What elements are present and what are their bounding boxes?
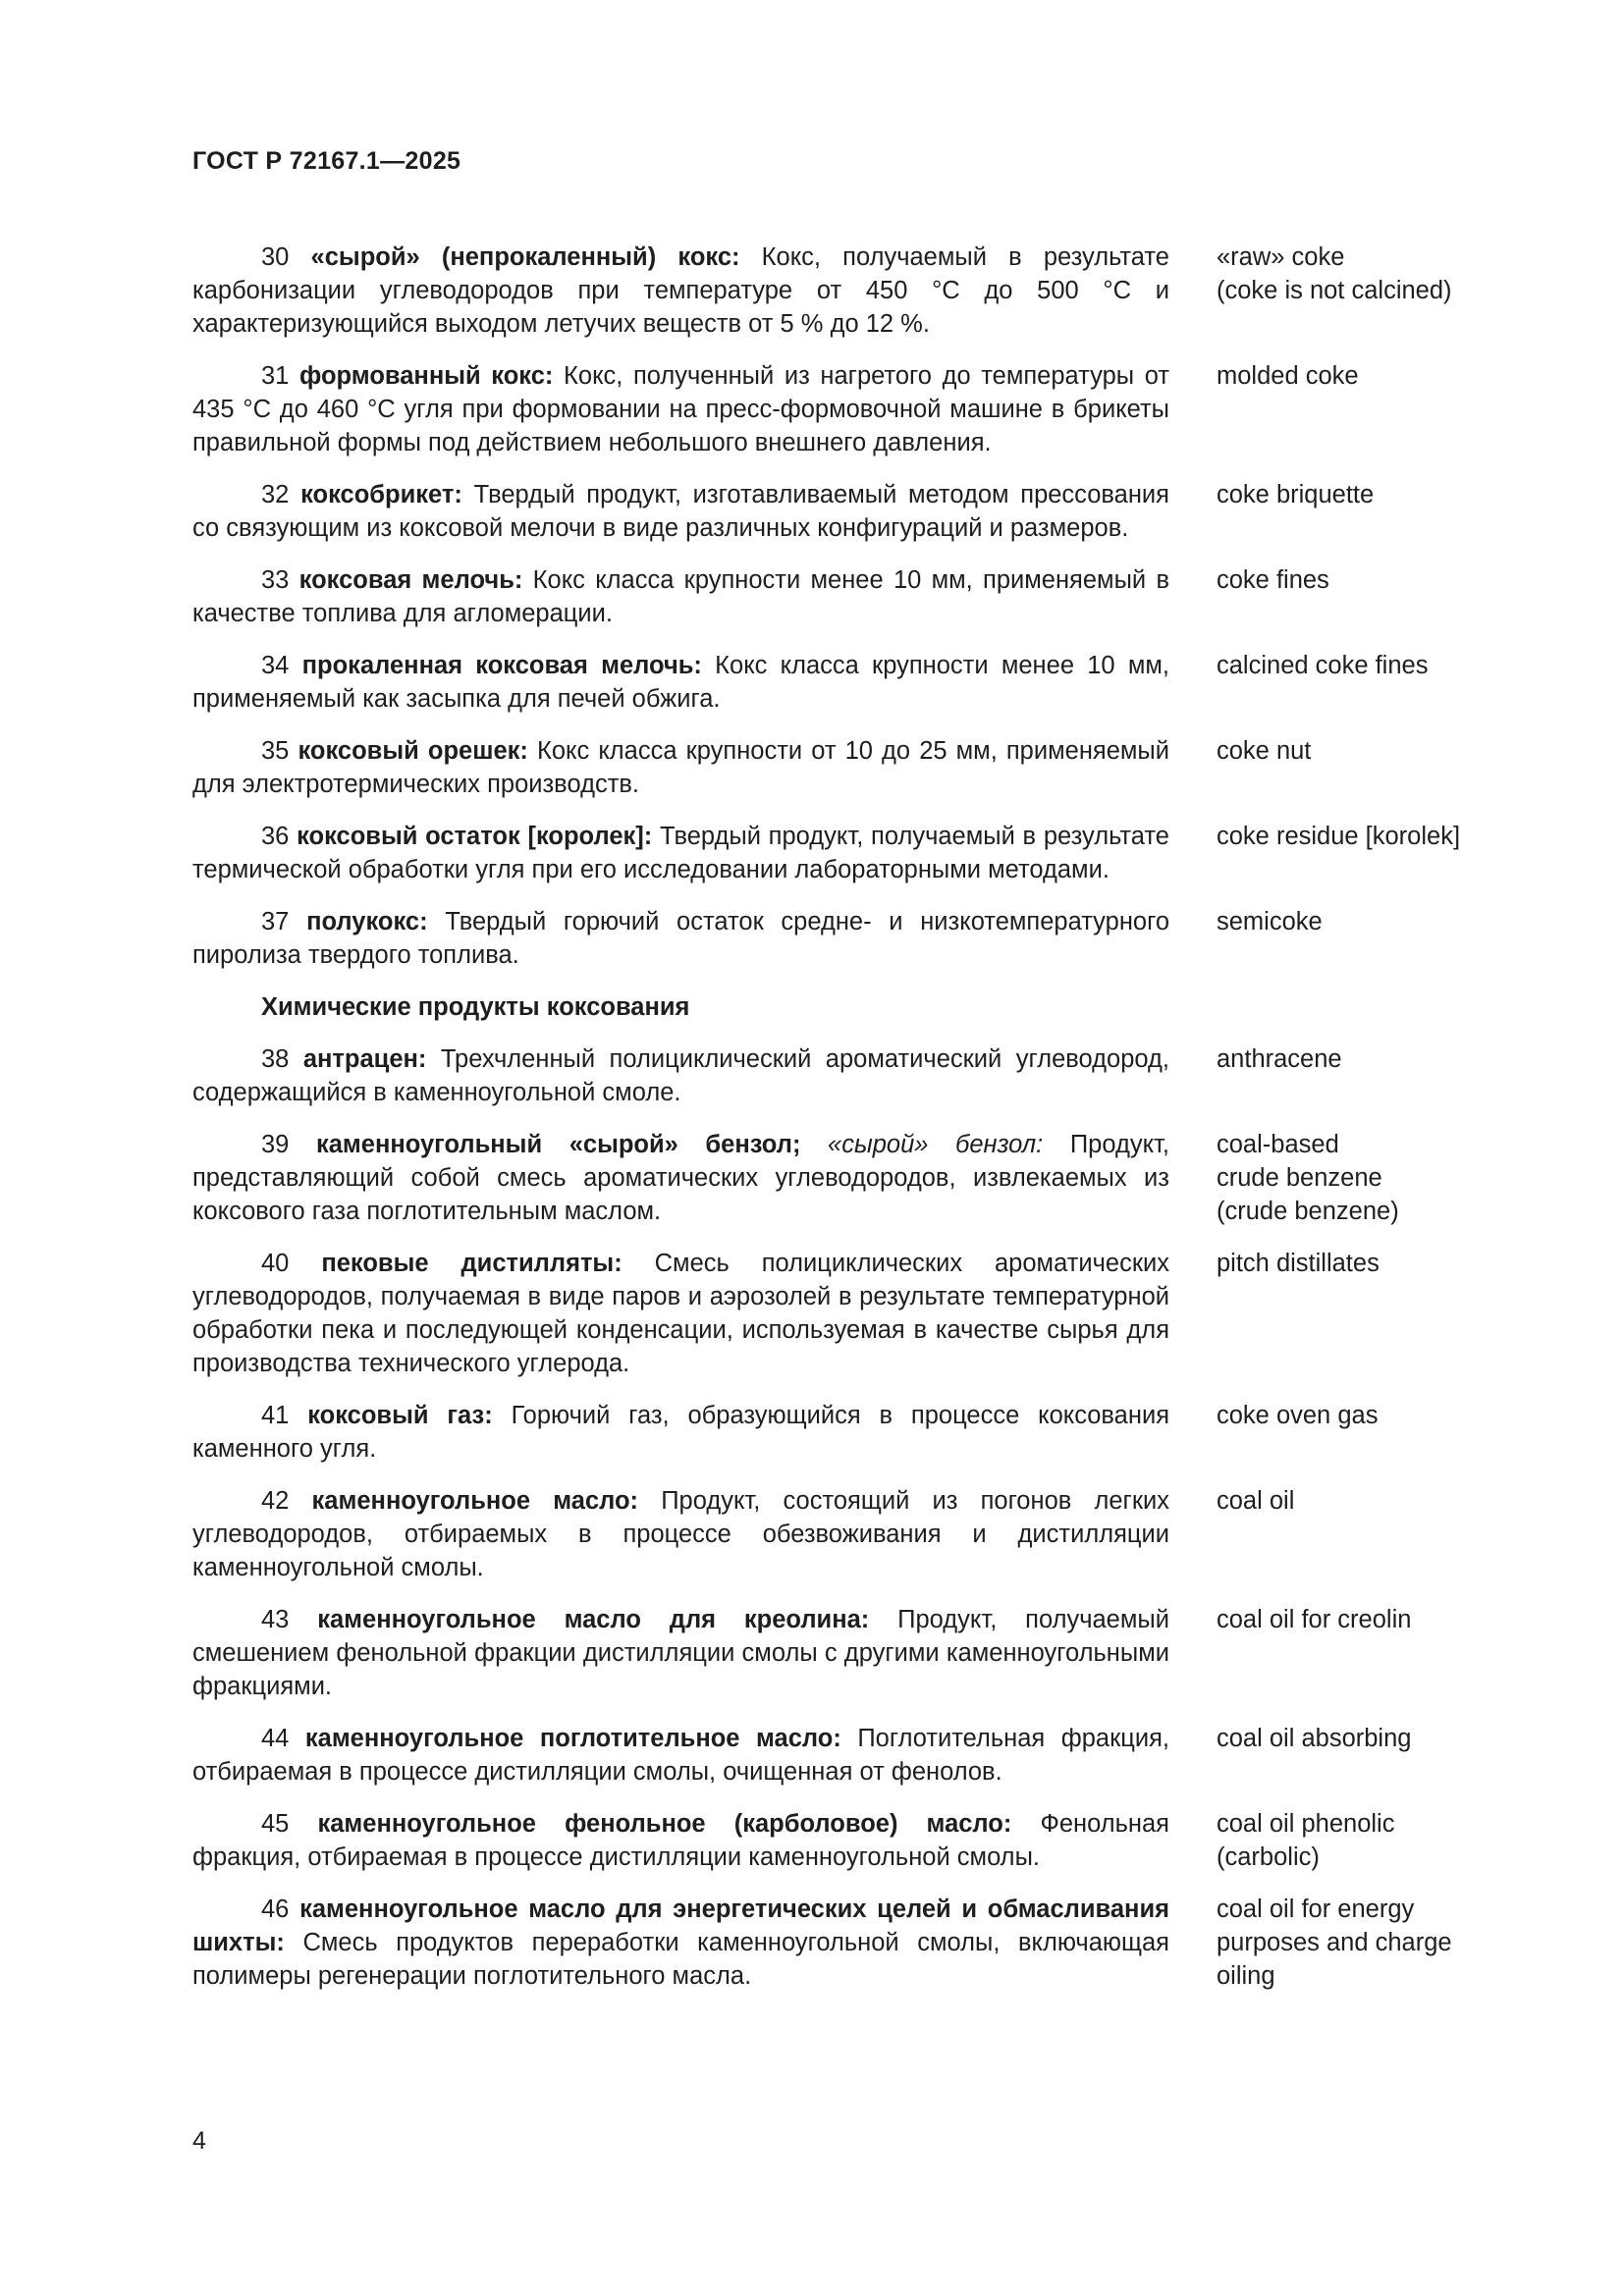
term-ru	[192, 1807, 1169, 1874]
term-number: 32	[261, 481, 290, 508]
term-name: прокаленная коксовая мелочь:	[301, 652, 702, 679]
term-en-line: (crude benzene)	[1217, 1198, 1399, 1225]
term-ru	[192, 1893, 1169, 1993]
term-ru	[192, 563, 1169, 630]
term-en	[1217, 734, 1508, 768]
term-entry	[192, 649, 1508, 716]
term-entry	[192, 1042, 1508, 1109]
term-en-line: semicoke	[1217, 908, 1323, 935]
term-number: 33	[261, 566, 290, 594]
term-ru	[192, 1722, 1169, 1789]
term-entry	[192, 734, 1508, 801]
terms-content	[192, 240, 1508, 2011]
term-en	[1217, 1128, 1508, 1228]
term-definition: Твердый горючий остаток средне- и низкотемпературного пиролиза твердого топлива.	[192, 908, 1170, 969]
term-en	[1217, 1247, 1508, 1280]
section-title: Химические продукты коксования	[261, 993, 690, 1021]
term-number: 42	[261, 1487, 290, 1515]
term-name: каменноугольное масло для креолина:	[317, 1606, 870, 1633]
term-en	[1217, 1722, 1508, 1755]
term-en-line: coal oil for energy	[1217, 1896, 1415, 1923]
term-en-line: oiling	[1217, 1962, 1275, 1990]
term-number: 45	[261, 1810, 290, 1838]
term-definition: Смесь полициклических ароматических углеводородов, получаемая в виде паров и аэрозолей в результате температурной обработки пека и последующей конденсации, используемая в качестве сырья для производства технического углерода.	[192, 1250, 1169, 1377]
term-ru	[192, 240, 1169, 341]
term-entry	[192, 563, 1508, 630]
term-en-line: purposes and charge	[1217, 1929, 1452, 1956]
term-ru	[192, 1042, 1169, 1109]
term-entry	[192, 1484, 1508, 1584]
term-en	[1217, 1893, 1508, 1993]
term-number: 39	[261, 1131, 290, 1158]
term-definition: Горючий газ, образующийся в процессе коксования каменного угля.	[192, 1402, 1169, 1463]
term-number: 37	[261, 908, 290, 935]
term-en-line: molded coke	[1217, 362, 1359, 390]
term-number: 46	[261, 1896, 290, 1923]
term-en	[1217, 1399, 1508, 1432]
term-ru	[192, 1399, 1169, 1466]
term-en	[1217, 905, 1508, 938]
term-name: каменноугольное масло для энергетических целей и обмасливания шихты:	[192, 1896, 1169, 1956]
term-ru	[192, 478, 1169, 545]
terms-list-chemical-products	[192, 1042, 1508, 1993]
term-entry	[192, 1807, 1508, 1874]
term-en-line: coal oil phenolic	[1217, 1810, 1395, 1838]
term-name: каменноугольное масло:	[311, 1487, 639, 1515]
term-definition: Трехчленный полициклический ароматический углеводород, содержащийся в каменноугольной смоле.	[192, 1045, 1169, 1106]
term-definition: Фенольная фракция, отбираемая в процессе дистилляции каменноугольной смолы.	[192, 1810, 1169, 1871]
term-name: формованный кокс:	[299, 362, 554, 390]
term-en	[1217, 1042, 1508, 1076]
term-en	[1217, 240, 1508, 307]
page-number: 4	[192, 2127, 206, 2155]
term-en-line: crude benzene	[1217, 1164, 1382, 1192]
term-definition: Кокс, получаемый в результате карбонизации углеводородов при температуре от 450 °С до 500 °С и характеризующийся выходом летучих веществ от 5 % до 12 %.	[192, 243, 1169, 338]
term-en-line: coke residue [korolek]	[1217, 823, 1461, 850]
term-en-line: (coke is not calcined)	[1217, 277, 1452, 304]
term-ru	[192, 1484, 1169, 1584]
term-entry	[192, 1247, 1508, 1380]
term-entry	[192, 905, 1508, 972]
term-entry	[192, 1399, 1508, 1466]
term-en	[1217, 820, 1508, 853]
term-entry	[192, 478, 1508, 545]
term-ru	[192, 649, 1169, 716]
term-number: 34	[261, 652, 290, 679]
term-entry	[192, 1722, 1508, 1789]
term-definition: Поглотительная фракция, отбираемая в процессе дистилляции смолы, очищенная от фенолов.	[192, 1725, 1169, 1786]
term-number: 43	[261, 1606, 290, 1633]
term-ru	[192, 1247, 1169, 1380]
term-number: 40	[261, 1250, 290, 1277]
term-ru	[192, 1603, 1169, 1703]
term-ru	[192, 905, 1169, 972]
term-entry	[192, 1128, 1508, 1228]
term-number: 44	[261, 1725, 290, 1752]
term-name: коксобрикет:	[300, 481, 462, 508]
term-definition: Твердый продукт, изготавливаемый методом прессования со связующим из коксовой мелочи в виде различных конфигураций и размеров.	[192, 481, 1169, 542]
term-en-line: anthracene	[1217, 1045, 1342, 1073]
document-header: ГОСТ Р 72167.1—2025	[192, 147, 461, 175]
term-entry	[192, 240, 1508, 341]
term-en-line: coal oil absorbing	[1217, 1725, 1412, 1752]
term-name: коксовый орешек:	[298, 737, 528, 765]
term-definition: Кокс класса крупности от 10 до 25 мм, применяемый для электротермических производств.	[192, 737, 1169, 798]
term-en-line: coke fines	[1217, 566, 1329, 594]
term-synonym: «сырой» бензол:	[828, 1131, 1044, 1158]
term-name: антрацен:	[302, 1045, 427, 1073]
term-entry	[192, 1893, 1508, 1993]
term-en	[1217, 478, 1508, 511]
term-en-line: coal oil for creolin	[1217, 1606, 1412, 1633]
term-en	[1217, 1603, 1508, 1636]
term-en-line: coke briquette	[1217, 481, 1375, 508]
term-definition: Кокс, полученный из нагретого до температуры от 435 °С до 460 °С угля при формовании на пресс-формовочной машине в брикеты правильной формы под действием небольшого внешнего давления.	[192, 362, 1169, 456]
term-ru	[192, 734, 1169, 801]
term-name: каменноугольное поглотительное масло:	[304, 1725, 841, 1752]
term-ru	[192, 1128, 1169, 1228]
term-en-line: calcined coke fines	[1217, 652, 1429, 679]
term-definition: Продукт, состоящий из погонов легких углеводородов, отбираемых в процессе обезвоживания и дистилляции каменноугольной смолы.	[192, 1487, 1169, 1581]
term-en-line: coal oil	[1217, 1487, 1295, 1515]
term-entry	[192, 359, 1508, 459]
term-name: коксовый остаток [королек]:	[297, 823, 653, 850]
term-en-line: pitch distillates	[1217, 1250, 1380, 1277]
term-definition: Продукт, получаемый смешением фенольной фракции дистилляции смолы с другими каменноугольными фракциями.	[192, 1606, 1169, 1700]
term-name: пековые дистилляты:	[321, 1250, 623, 1277]
term-definition: Кокс класса крупности менее 10 мм, применяемый в качестве топлива для агломерации.	[192, 566, 1169, 627]
term-en	[1217, 563, 1508, 597]
term-en-line: coke oven gas	[1217, 1402, 1379, 1429]
term-entry	[192, 820, 1508, 886]
term-ru	[192, 820, 1169, 886]
term-en	[1217, 1484, 1508, 1518]
term-en-line: (carbolic)	[1217, 1843, 1320, 1871]
term-name: коксовый газ:	[307, 1402, 493, 1429]
term-name: каменноугольный «сырой» бензол;	[315, 1131, 801, 1158]
term-ru	[192, 359, 1169, 459]
term-number: 30	[261, 243, 290, 271]
term-number: 38	[261, 1045, 290, 1073]
term-en	[1217, 359, 1508, 393]
term-definition: Кокс класса крупности менее 10 мм, применяемый как засыпка для печей обжига.	[192, 652, 1169, 713]
term-name: «сырой» (непрокаленный) кокс:	[310, 243, 740, 271]
term-number: 31	[261, 362, 290, 390]
term-number: 35	[261, 737, 290, 765]
term-en-line: coal-based	[1217, 1131, 1339, 1158]
term-en-line: «raw» coke	[1217, 243, 1345, 271]
term-definition: Смесь продуктов переработки каменноугольной смолы, включающая полимеры регенерации поглотительного масла.	[192, 1929, 1169, 1990]
term-name: полукокс:	[306, 908, 428, 935]
term-name: коксовая мелочь:	[298, 566, 523, 594]
term-number: 41	[261, 1402, 290, 1429]
term-name: каменноугольное фенольное (карболовое) масло:	[317, 1810, 1012, 1838]
term-en	[1217, 1807, 1508, 1874]
term-entry	[192, 1603, 1508, 1703]
term-en	[1217, 649, 1508, 682]
term-definition: Твердый продукт, получаемый в результате термической обработки угля при его исследовании лабораторными методами.	[192, 823, 1169, 883]
term-number: 36	[261, 823, 290, 850]
term-en-line: coke nut	[1217, 737, 1312, 765]
term-definition: Продукт, представляющий собой смесь ароматических углеводородов, извлекаемых из коксового газа поглотительным маслом.	[192, 1131, 1169, 1225]
terms-list-coke-products	[192, 240, 1508, 972]
